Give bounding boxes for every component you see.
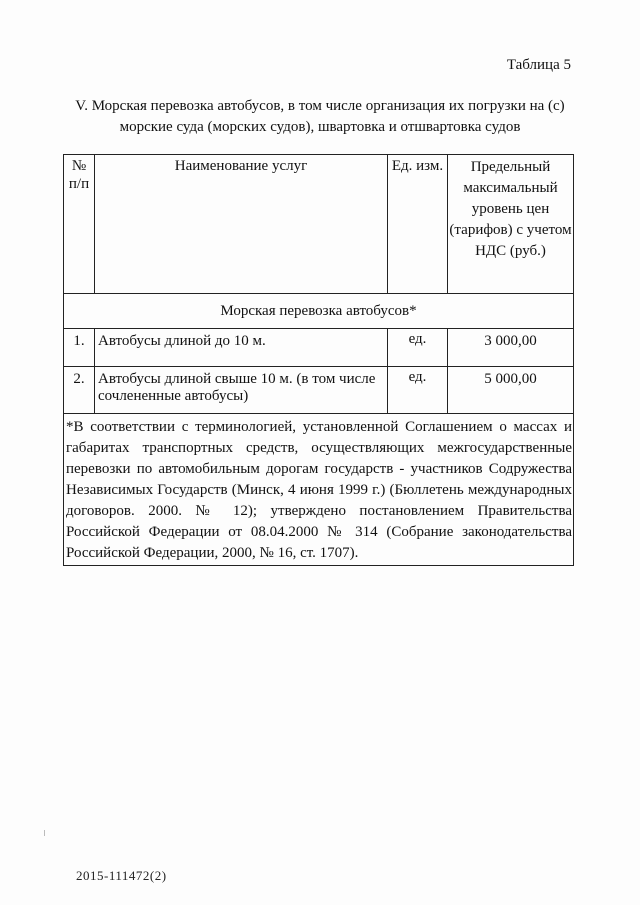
header-name: Наименование услуг bbox=[95, 155, 388, 294]
header-price: Предельный максимальный уровень цен (тарифов) с учетом НДС (руб.) bbox=[448, 155, 574, 294]
table-number: Таблица 5 bbox=[506, 57, 571, 73]
row-num: 2. bbox=[64, 367, 95, 414]
section-title: Морская перевозка автобусов* bbox=[64, 294, 574, 329]
table-row bbox=[64, 329, 574, 367]
header-unit: Ед. изм. bbox=[388, 155, 448, 294]
table-row bbox=[64, 367, 574, 414]
row-unit: ед. bbox=[388, 367, 448, 414]
footnote-row bbox=[64, 414, 574, 566]
section-row bbox=[64, 294, 574, 329]
tariff-table bbox=[63, 154, 574, 566]
row-price: 5 000,00 bbox=[448, 367, 574, 414]
row-price: 3 000,00 bbox=[448, 329, 574, 367]
margin-mark bbox=[44, 830, 45, 836]
header-num: № п/п bbox=[64, 155, 95, 294]
registration-number: 2015-111472(2) bbox=[76, 868, 167, 883]
row-name: Автобусы длиной до 10 м. bbox=[95, 329, 388, 367]
document-title: V. Морская перевозка автобусов, в том числе организация их погрузки на (с) морские суда (морских судов), швартовка и отшвартовка судов bbox=[75, 98, 565, 135]
row-num: 1. bbox=[64, 329, 95, 367]
table-header-row bbox=[64, 155, 574, 294]
row-name: Автобусы длиной свыше 10 м. (в том числе сочлененные автобусы) bbox=[95, 367, 388, 414]
row-unit: ед. bbox=[388, 329, 448, 367]
footnote-text: *В соответствии с терминологией, установленной Соглашением о массах и габаритах транспортных средств, осуществляющих межгосударственные перевозки по автомобильным дорогам государств - участников Содружества Независимых Государств (Минск, 4 июня 1999 г.) (Бюллетень международных договоров. 2000. № 12); утверждено постановлением Правительства Российской Федерации от 08.04.2000 № 314 (Собрание законодательства Российской Федерации, 2000, № 16, ст. 1707). bbox=[64, 414, 574, 566]
